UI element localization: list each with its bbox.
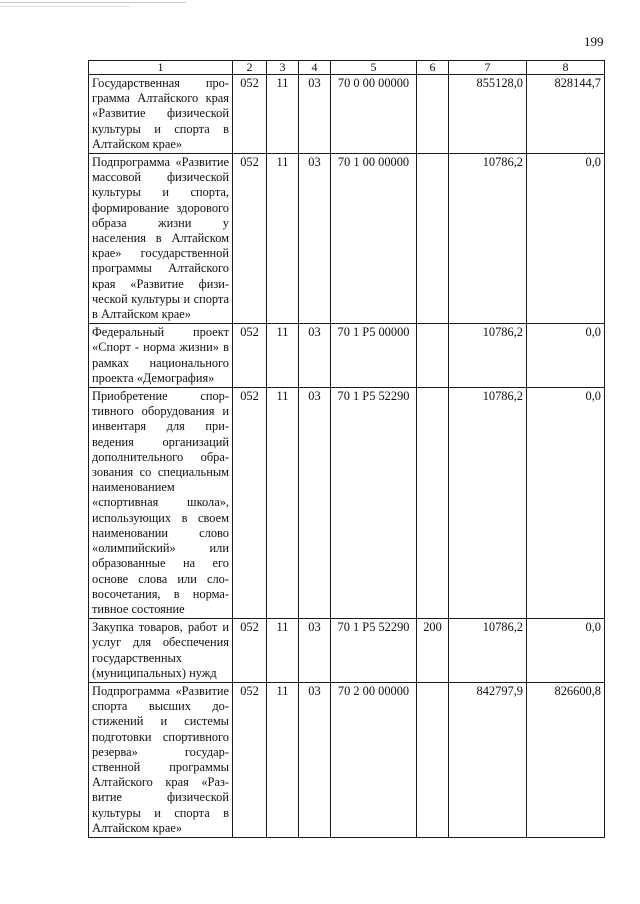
table-row bbox=[89, 324, 605, 388]
row-amount-year1: 855128,0 bbox=[449, 75, 527, 154]
row-name: Федеральный проект «Спорт - норма жизни» в рамках национального проекта «Демография» bbox=[89, 324, 233, 388]
table-row bbox=[89, 388, 605, 619]
row-subsection-code: 03 bbox=[299, 682, 331, 837]
header-col-5: 5 bbox=[331, 61, 417, 75]
header-col-7: 7 bbox=[449, 61, 527, 75]
row-target-article: 70 1 Р5 52290 bbox=[331, 388, 417, 619]
row-name: Государственная программа Алтайского края «Развитие физической культуры и спорта в Алтайском крае» bbox=[89, 75, 233, 154]
table-row bbox=[89, 682, 605, 837]
row-expense-type bbox=[417, 75, 449, 154]
header-col-3: 3 bbox=[267, 61, 299, 75]
row-amount-year2: 0,0 bbox=[527, 324, 605, 388]
row-target-article: 70 1 Р5 00000 bbox=[331, 324, 417, 388]
row-section-code: 11 bbox=[267, 619, 299, 683]
row-amount-year2: 826600,8 bbox=[527, 682, 605, 837]
row-ministry-code: 052 bbox=[233, 682, 267, 837]
table-row bbox=[89, 75, 605, 154]
row-section-code: 11 bbox=[267, 388, 299, 619]
row-amount-year1: 10786,2 bbox=[449, 619, 527, 683]
header-col-8: 8 bbox=[527, 61, 605, 75]
row-name: Закупка товаров, работ и услуг для обеспечения государственных (муниципальных) нужд bbox=[89, 619, 233, 683]
row-section-code: 11 bbox=[267, 682, 299, 837]
header-col-1: 1 bbox=[89, 61, 233, 75]
row-expense-type bbox=[417, 154, 449, 324]
row-amount-year1: 842797,9 bbox=[449, 682, 527, 837]
page-number: 199 bbox=[584, 34, 604, 49]
row-target-article: 70 2 00 00000 bbox=[331, 682, 417, 837]
table-row bbox=[89, 154, 605, 324]
row-target-article: 70 1 Р5 52290 bbox=[331, 619, 417, 683]
row-section-code: 11 bbox=[267, 324, 299, 388]
row-ministry-code: 052 bbox=[233, 75, 267, 154]
row-amount-year2: 828144,7 bbox=[527, 75, 605, 154]
budget-table bbox=[88, 60, 605, 838]
row-expense-type bbox=[417, 324, 449, 388]
row-expense-type: 200 bbox=[417, 619, 449, 683]
row-subsection-code: 03 bbox=[299, 324, 331, 388]
row-amount-year2: 0,0 bbox=[527, 388, 605, 619]
row-subsection-code: 03 bbox=[299, 388, 331, 619]
row-ministry-code: 052 bbox=[233, 324, 267, 388]
row-target-article: 70 0 00 00000 bbox=[331, 75, 417, 154]
row-amount-year2: 0,0 bbox=[527, 154, 605, 324]
row-ministry-code: 052 bbox=[233, 388, 267, 619]
header-col-4: 4 bbox=[299, 61, 331, 75]
scan-edge-line-secondary bbox=[0, 6, 130, 7]
scan-edge-line bbox=[0, 2, 186, 3]
row-name: Подпрограмма «Развитие спорта высших достижений и системы подготовки спортивного резерва» государственной программы Алтайского края «Развитие физической культуры и спорта в Алтайском крае» bbox=[89, 682, 233, 837]
row-amount-year2: 0,0 bbox=[527, 619, 605, 683]
row-section-code: 11 bbox=[267, 75, 299, 154]
row-subsection-code: 03 bbox=[299, 619, 331, 683]
row-name: Приобретение спортивного оборудования и инвентаря для приведения организаций дополнительного образования со специальным наименованием «спортивная школа», использующих в своем наименовании слово «олимпийский» или образованные на его основе слова или словосочетания, в нормативное состояние bbox=[89, 388, 233, 619]
row-name: Подпрограмма «Развитие массовой физической культуры и спорта, формирование здорового образа жизни у населения в Алтайском крае» государственной программы Алтайского края «Развитие физической культуры и спорта в Алтайском крае» bbox=[89, 154, 233, 324]
header-col-6: 6 bbox=[417, 61, 449, 75]
row-target-article: 70 1 00 00000 bbox=[331, 154, 417, 324]
row-amount-year1: 10786,2 bbox=[449, 388, 527, 619]
row-ministry-code: 052 bbox=[233, 619, 267, 683]
row-ministry-code: 052 bbox=[233, 154, 267, 324]
table-row bbox=[89, 619, 605, 683]
row-expense-type bbox=[417, 682, 449, 837]
row-subsection-code: 03 bbox=[299, 75, 331, 154]
row-amount-year1: 10786,2 bbox=[449, 324, 527, 388]
header-col-2: 2 bbox=[233, 61, 267, 75]
row-section-code: 11 bbox=[267, 154, 299, 324]
row-subsection-code: 03 bbox=[299, 154, 331, 324]
row-amount-year1: 10786,2 bbox=[449, 154, 527, 324]
row-expense-type bbox=[417, 388, 449, 619]
table-header-row bbox=[89, 61, 605, 75]
